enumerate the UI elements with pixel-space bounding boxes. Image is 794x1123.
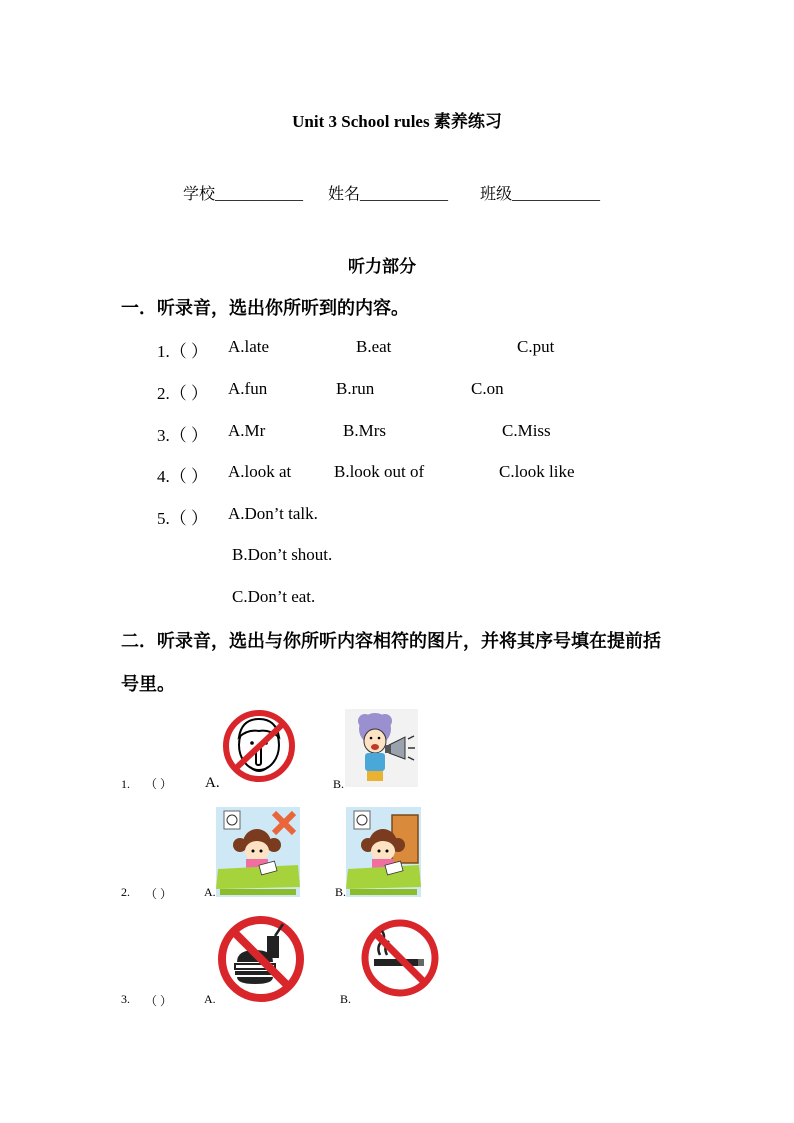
- q2-row1-number: 1.: [121, 777, 130, 791]
- page-title: Unit 3 School rules 素养练习: [292, 112, 502, 131]
- q1-item5-option-b: B.Don’t shout.: [232, 545, 333, 564]
- q2-heading-line1: 二．听录音，选出与你所听内容相符的图片，并将其序号填在提前括: [121, 631, 661, 651]
- studying-girl-classroom-picture[interactable]: [346, 807, 421, 897]
- q1-item1-number: 1.（ ）: [157, 342, 208, 361]
- q1-item5-option-c: C.Don’t eat.: [232, 587, 316, 606]
- q1-item5-number: 5.（ ）: [157, 509, 208, 528]
- q1-item2-number: 2.（ ）: [157, 384, 208, 403]
- q2-row3-number: 3.: [121, 992, 130, 1006]
- section-title: 听力部分: [348, 257, 416, 276]
- q1-item3-option-b: B.Mrs: [343, 421, 386, 440]
- q2-row2-label-b: B.: [335, 885, 347, 899]
- q1-item4-option-b: B.look out of: [334, 462, 425, 481]
- q2-row2-number: 2.: [121, 885, 130, 899]
- q1-item4-number: 4.（ ）: [157, 467, 208, 486]
- no-eating-in-class-picture[interactable]: [216, 807, 300, 897]
- q1-item4-option-a: A.look at: [228, 462, 292, 481]
- q1-item4-option-c: C.look like: [499, 462, 575, 481]
- q1-item3-option-c: C.Miss: [502, 421, 551, 440]
- class-field[interactable]: 班级___________: [480, 186, 601, 203]
- q2-row1-label-a: A.: [205, 775, 220, 791]
- q2-row2-label-a: A.: [204, 885, 216, 899]
- q2-row2-answer-paren[interactable]: （ ）: [145, 887, 173, 901]
- no-food-sign-picture[interactable]: [217, 914, 305, 1004]
- q1-item5-option-a: A.Don’t talk.: [228, 504, 318, 523]
- q1-item2-option-b: B.run: [336, 379, 375, 398]
- q1-item1-option-c: C.put: [517, 337, 555, 356]
- no-smoking-sign-picture[interactable]: [360, 917, 440, 999]
- school-field[interactable]: 学校___________: [183, 186, 304, 203]
- q2-row3-label-a: A.: [204, 992, 216, 1006]
- q2-heading-line2: 号里。: [121, 674, 175, 694]
- q1-item3-option-a: A.Mr: [228, 421, 266, 440]
- q2-row3-answer-paren[interactable]: （ ）: [145, 994, 173, 1008]
- q2-row1-answer-paren[interactable]: （ ）: [145, 777, 173, 791]
- no-talking-sign-picture[interactable]: [222, 707, 296, 785]
- q2-row1-label-b: B.: [333, 777, 345, 791]
- q2-row3-label-b: B.: [340, 992, 352, 1006]
- q1-item1-option-b: B.eat: [356, 337, 392, 356]
- name-field[interactable]: 姓名___________: [328, 186, 449, 203]
- q1-item3-number: 3.（ ）: [157, 426, 208, 445]
- q1-item2-option-c: C.on: [471, 379, 504, 398]
- q1-heading: 一．听录音，选出你所听到的内容。: [121, 298, 409, 318]
- q1-item2-option-a: A.fun: [228, 379, 268, 398]
- shouting-girl-megaphone-picture[interactable]: [345, 709, 418, 787]
- q1-item1-option-a: A.late: [228, 337, 270, 356]
